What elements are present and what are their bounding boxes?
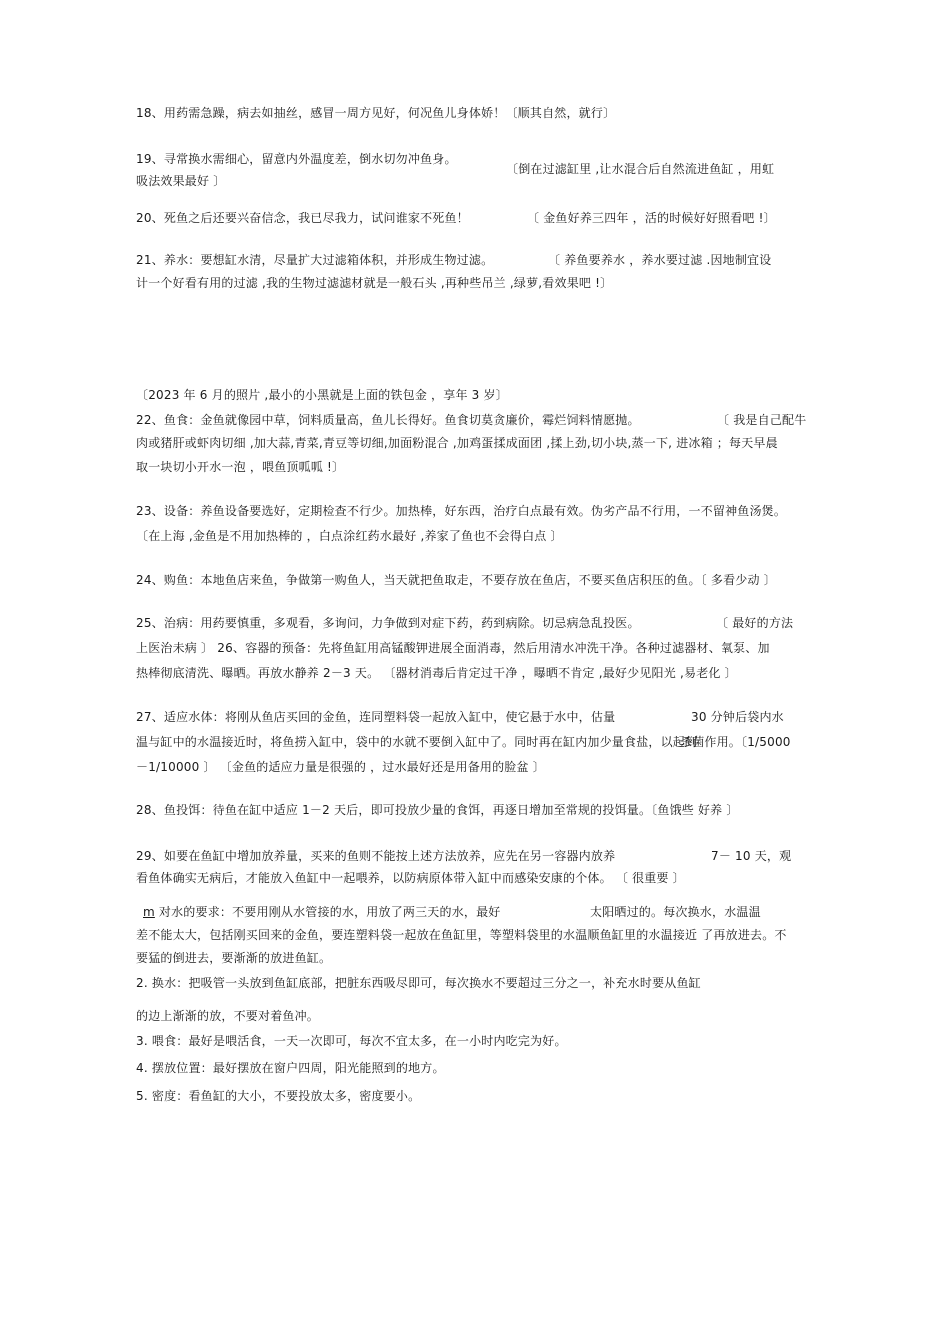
item-25-note: 〔 最好的方法 xyxy=(716,616,794,630)
item-23-text: 23、设备：养鱼设备要选好，定期检查不行少。加热棒，好东西，治疗白点最有效。伪劣产品不行用，一不留神鱼汤煲。 xyxy=(136,504,787,518)
list-marker: m xyxy=(143,905,155,919)
item-28: 28、鱼投饵：待鱼在缸中适应 1－2 天后，即可投放少量的食饵，再逐日增加至常规的投饵量。〔鱼饿些 好养 〕 xyxy=(136,803,739,817)
item-22-text: 22、鱼食：金鱼就像园中草，饲料质量高，鱼儿长得好。鱼食切莫贪廉价，霉烂饲料情愿抛。 xyxy=(136,413,640,427)
water-change-rule: 2. 换水：把吸管一头放到鱼缸底部，把脏东西吸尽即可，每次换水不要超过三分之一，补充水时要从鱼缸 xyxy=(136,976,701,990)
item-19-note-cont: 吸法效果最好 〕 xyxy=(136,174,226,188)
placement-rule: 4. 摆放位置：最好摆放在窗户四周，阳光能照到的地方。 xyxy=(136,1061,445,1075)
item-22-note: 〔 我是自己配牛 xyxy=(717,413,807,427)
photo-caption: 〔2023 年 6 月的照片 ,最小的小黑就是上面的铁包金 ，享年 3 岁〕 xyxy=(136,388,508,402)
item-29-text: 29、如要在鱼缸中增加放养量，买来的鱼则不能按上述方法放养，应先在另一容器内放养 xyxy=(136,849,616,863)
item-21-text: 21、养水：要想缸水清，尽量扩大过滤箱体积，并形成生物过滤。 xyxy=(136,253,494,267)
item-20-text: 20、死鱼之后还要兴奋信念，我已尽我力，试问谁家不死鱼！ xyxy=(136,211,469,225)
item-20-note: 〔 金鱼好养三四年 ，活的时候好好照看吧 !〕 xyxy=(527,211,776,225)
item-19-note: 〔倒在过滤缸里 ,让水混合后自然流进鱼缸 ，用虹 xyxy=(506,162,775,176)
item-22-note-cont-2: 取一块切小开水一泡 ，喂鱼顶呱呱 !〕 xyxy=(136,460,345,474)
item-27-cont-2: 杀菌作用。〔1/5000 xyxy=(680,735,791,749)
item-21-note-cont: 计一个好看有用的过滤 ,我的生物过滤滤材就是一般石头 ,再种些吊兰 ,绿萝,看效果吧 !〕 xyxy=(136,276,613,290)
feeding-rule: 3. 喂食：最好是喂活食，一天一次即可，每次不宜太多，在一小时内吃完为好。 xyxy=(136,1034,567,1048)
item-29-text-2: 7－ 10 天，观 xyxy=(711,849,792,863)
item-27-cont: 温与缸中的水温接近时，将鱼捞入缸中，袋中的水就不要倒入缸中了。同时再在缸内加少量食盐，以起到 xyxy=(136,735,698,749)
item-22-note-cont-1: 肉或猪肝或虾肉切细 ,加大蒜,青菜,青豆等切细,加面粉混合 ,加鸡蛋揉成面团 ,揉上劲,切小块,蒸一下, 进冰箱 ；每天早晨 xyxy=(136,436,778,450)
water-rule-1 xyxy=(143,904,501,920)
item-21-note: 〔 养鱼要养水 ，养水要过滤 .因地制宜设 xyxy=(548,253,772,267)
water-rule-1-text-2: 太阳晒过的。每次换水，水温温 xyxy=(590,905,761,919)
item-25-text: 25、治病：用药要慎重，多观看，多询问，力争做到对症下药，药到病除。切忌病急乱投医。 xyxy=(136,616,640,630)
item-26-cont: 热棒彻底清洗、曝晒。再放水静养 2－3 天。 〔器材消毒后肯定过干净 ，曝晒不肯定 ,最好少见阳光 ,易老化 〕 xyxy=(136,666,737,680)
item-24: 24、购鱼：本地鱼店来鱼，争做第一购鱼人，当天就把鱼取走，不要存放在鱼店，不要买鱼店积压的鱼。〔 多看少动 〕 xyxy=(136,573,776,587)
water-rule-1-text: 对水的要求：不要用刚从水管接的水，用放了两三天的水，最好 xyxy=(154,905,501,919)
item-18: 18、用药需急躁，病去如抽丝，感冒一周方见好，何况鱼儿身体娇！〔顺其自然，就行〕 xyxy=(136,106,616,120)
item-19-text: 19、寻常换水需细心，留意内外温度差，倒水切勿冲鱼身。 xyxy=(136,152,457,166)
water-change-rule-cont: 的边上渐渐的放，不要对着鱼冲。 xyxy=(136,1009,320,1023)
water-rule-1-cont: 差不能太大，包括刚买回来的金鱼，要连塑料袋一起放在鱼缸里，等塑料袋里的水温顺鱼缸里的水温接近 了再放进去。不 xyxy=(136,928,787,942)
item-27-note: －1/10000 〕 〔金鱼的适应力量是很强的 ，过水最好还是用备用的脸盆 〕 xyxy=(136,760,545,774)
item-27-text-2: 30 分钟后袋内水 xyxy=(691,710,784,724)
item-25-26-line: 上医治未病 〕 26、容器的预备：先将鱼缸用高锰酸钾进展全面消毒，然后用清水冲洗干净。各种过滤器材、氧泵、加 xyxy=(136,641,770,655)
water-rule-1-cont-2: 要猛的倒进去，要渐渐的放进鱼缸。 xyxy=(136,951,332,965)
item-29-cont: 看鱼体确实无病后，才能放入鱼缸中一起喂养，以防病原体带入缸中而感染安康的个体。 〔 很重要 〕 xyxy=(136,871,685,885)
density-rule: 5. 密度：看鱼缸的大小，不要投放太多，密度要小。 xyxy=(136,1089,421,1103)
item-23-note: 〔在上海 ,金鱼是不用加热棒的 ，白点涂红药水最好 ,养家了鱼也不会得白点 〕 xyxy=(136,529,563,543)
item-27-text: 27、适应水体：将刚从鱼店买回的金鱼，连同塑料袋一起放入缸中，使它悬于水中，估量 xyxy=(136,710,616,724)
